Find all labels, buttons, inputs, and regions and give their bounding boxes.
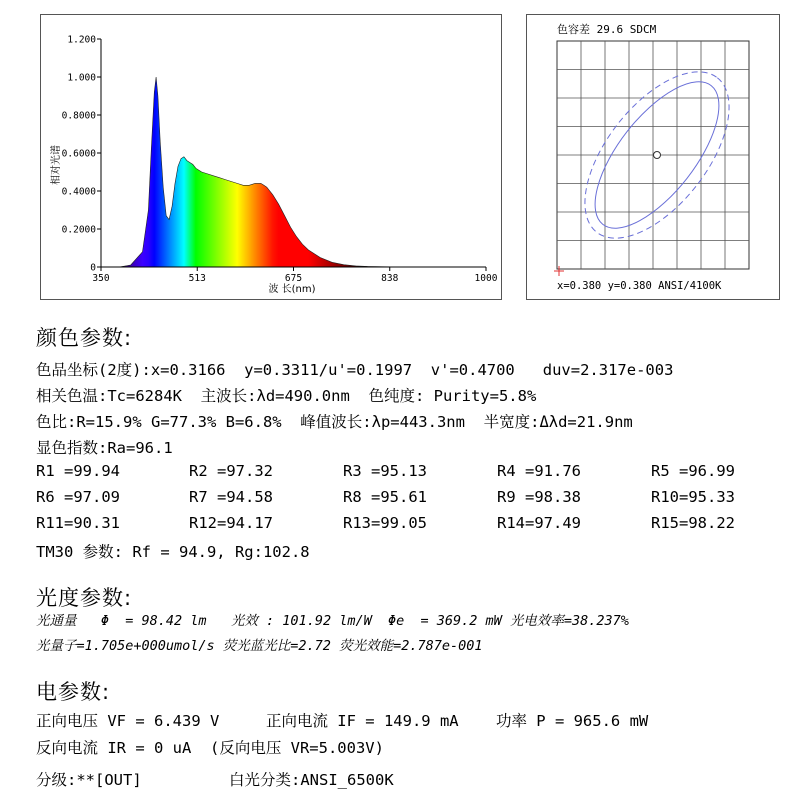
r-value: R8 =95.61 [343,488,427,506]
chromaticity-line: 色品坐标(2度):x=0.3166 y=0.3311/u'=0.1997 v'=0.4700 duv=2.317e-003 [36,361,674,379]
tm30-line: TM30 参数: Rf = 94.9, Rg:102.8 [36,543,310,561]
color-params-heading: 颜色参数: [36,326,133,350]
y-tick-label: 0 [90,262,96,274]
sdcm-chart-panel [526,14,780,300]
x-axis-label: 波 长(nm) [268,284,316,295]
r-value: R12=94.17 [189,514,273,532]
y-tick-label: 0.4000 [61,186,96,198]
sdcm-center-point [654,152,661,159]
photon-line: 光量子=1.705e+000umol/s 荧光蓝光比=2.72 荧光效能=2.787e-001 [36,638,483,654]
cct-line: 相关色温:Tc=6284K 主波长:λd=490.0nm 色纯度: Purity=5.8% [36,387,537,405]
r-value: R15=98.22 [651,514,735,532]
flux-line: 光通量 Φ = 98.42 lm 光效 : 101.92 lm/W Φe = 369.2 mW 光电效率=38.237% [36,613,629,629]
x-tick-label: 1000 [474,273,498,284]
photometric-heading: 光度参数: [36,586,133,610]
r-value: R7 =94.58 [189,488,273,506]
y-tick-label: 0.8000 [61,110,96,122]
reverse-line: 反向电流 IR = 0 uA (反向电压 VR=5.003V) [36,739,384,757]
spectrum-area [119,77,486,267]
r-value: R5 =96.99 [651,462,735,480]
r-value: R14=97.49 [497,514,581,532]
grade-text: 分级:**[OUT] [36,771,142,789]
spectrum-chart-panel [40,14,502,300]
y-tick-label: 1.000 [67,72,96,84]
y-tick-label: 1.200 [67,34,96,46]
r-value: R4 =91.76 [497,462,581,480]
y-tick-label: 0.6000 [61,148,96,160]
sdcm-caption: x=0.380 y=0.380 ANSI/4100K [557,280,722,292]
forward-line: 正向电压 VF = 6.439 V 正向电流 IF = 149.9 mA 功率 P = 965.6 mW [36,712,649,730]
y-tick-label: 0.2000 [61,224,96,236]
x-tick-label: 350 [92,273,110,284]
color-ratio-line: 色比:R=15.9% G=77.3% B=6.8% 峰值波长:λp=443.3nm 半宽度:Δλd=21.9nm [36,413,633,431]
r-value: R6 =97.09 [36,488,120,506]
x-tick-label: 838 [381,273,399,284]
x-tick-label: 513 [188,273,206,284]
white-class-text: 白光分类:ANSI_6500K [229,771,394,789]
r-value: R13=99.05 [343,514,427,532]
sdcm-title: 色容差 29.6 SDCM [557,23,657,36]
sdcm-chart [527,15,779,299]
r-value: R10=95.33 [651,488,735,506]
y-axis-label: 相对光谱 [51,145,62,185]
x-tick-label: 675 [284,273,303,284]
r-value: R1 =99.94 [36,462,120,480]
electrical-heading: 电参数: [36,680,111,704]
r-value: R3 =95.13 [343,462,427,480]
r-value: R2 =97.32 [189,462,273,480]
spectrum-chart [41,15,501,299]
r-value: R9 =98.38 [497,488,581,506]
cri-line: 显色指数:Ra=96.1 [36,439,173,457]
r-value: R11=90.31 [36,514,120,532]
